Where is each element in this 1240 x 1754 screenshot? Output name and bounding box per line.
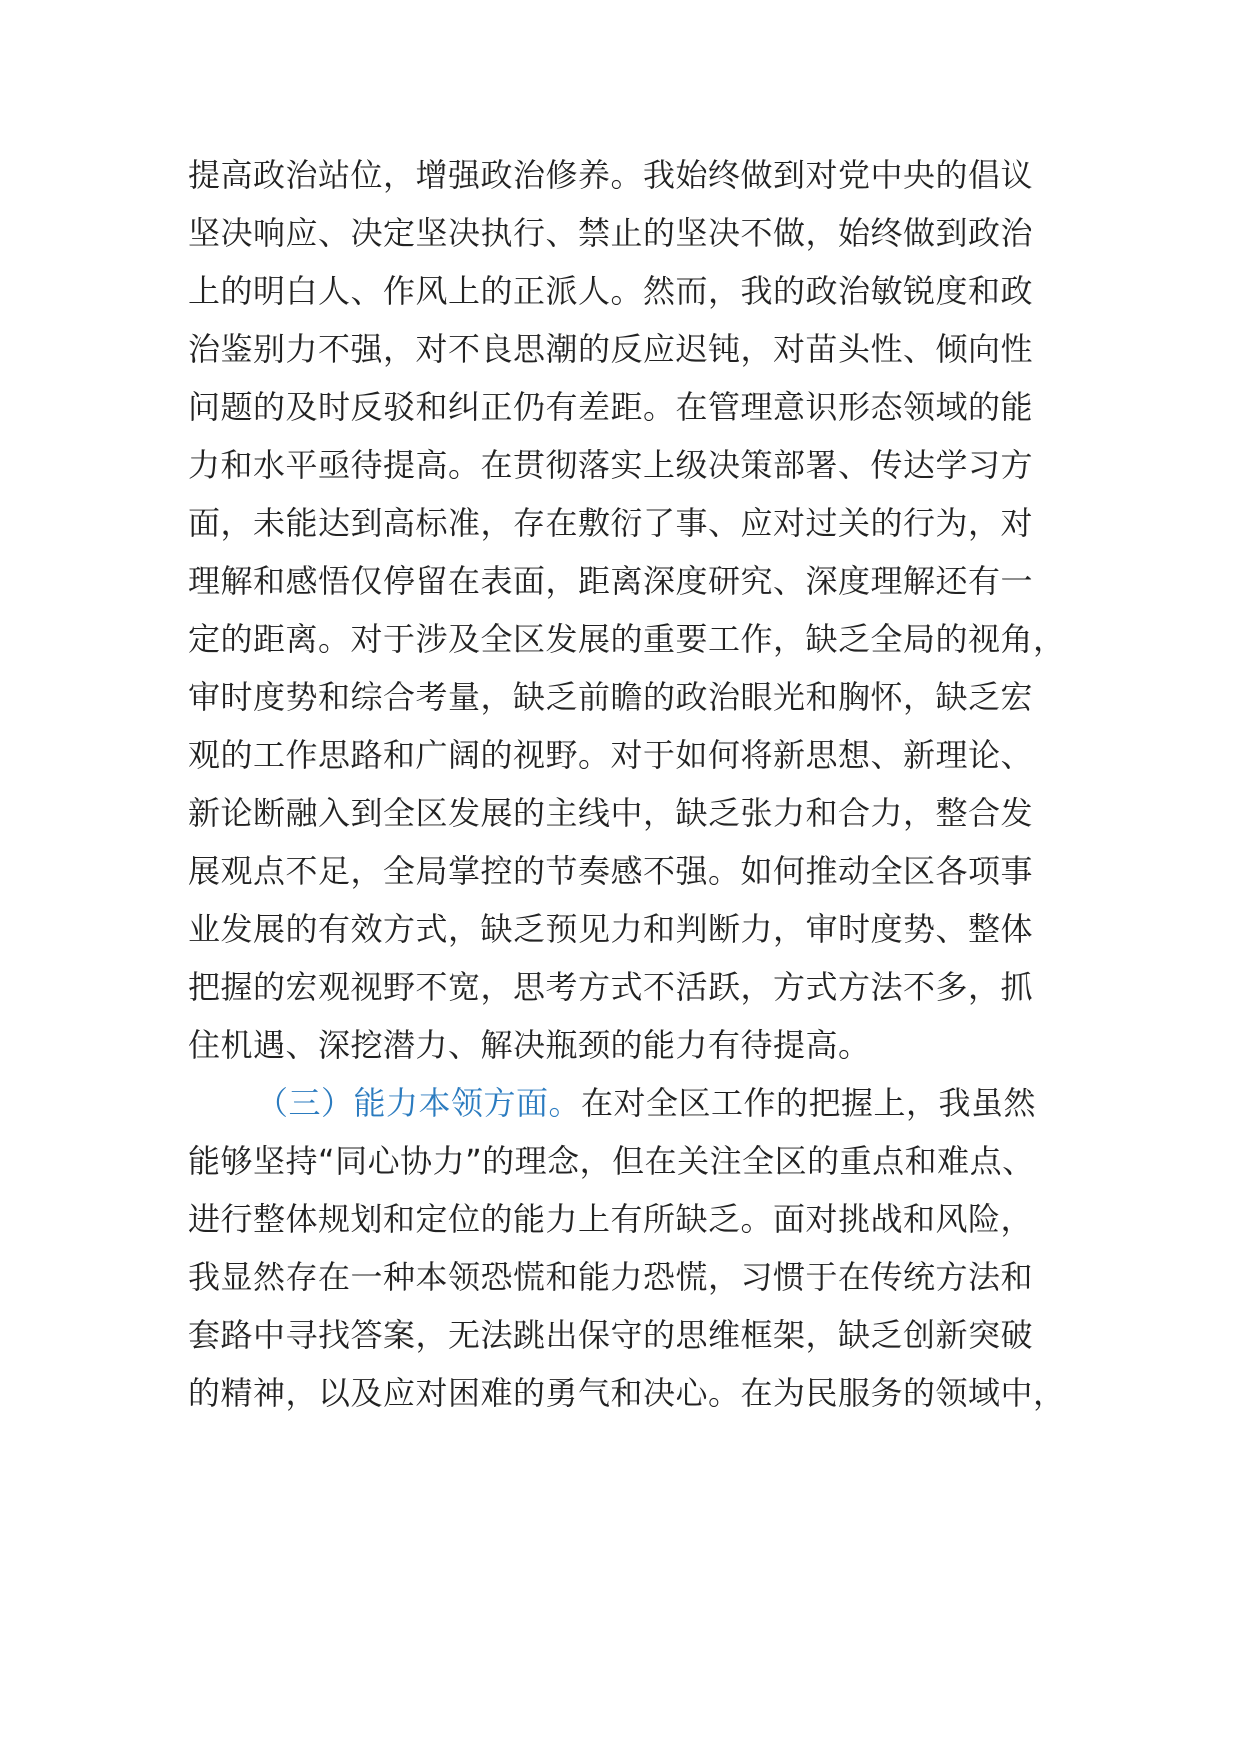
body-line: 提高政治站位，增强政治修养。我始终做到对党中央的倡议: [188, 156, 1034, 194]
body-line: 治鉴别力不强，对不良思潮的反应迟钝，对苗头性、倾向性: [188, 330, 1034, 368]
section-first-line-text: 在对全区工作的把握上，我虽然: [581, 1084, 1037, 1122]
body-line: 展观点不足，全局掌控的节奏感不强。如何推动全区各项事: [188, 852, 1034, 890]
body-line: 我显然存在一种本领恐慌和能力恐慌，习惯于在传统方法和: [188, 1258, 1034, 1296]
body-line: 进行整体规划和定位的能力上有所缺乏。面对挑战和风险，: [188, 1200, 1034, 1238]
body-line: 套路中寻找答案，无法跳出保守的思维框架，缺乏创新突破: [188, 1316, 1034, 1354]
body-line: 理解和感悟仅停留在表面，距离深度研究、深度理解还有一: [188, 562, 1034, 600]
body-line: 上的明白人、作风上的正派人。然而，我的政治敏锐度和政: [188, 272, 1034, 310]
body-line: 力和水平亟待提高。在贯彻落实上级决策部署、传达学习方: [188, 446, 1034, 484]
body-line: 观的工作思路和广阔的视野。对于如何将新思想、新理论、: [188, 736, 1034, 774]
body-line: 定的距离。对于涉及全区发展的重要工作，缺乏全局的视角，: [188, 620, 1066, 658]
body-line: 住机遇、深挖潜力、解决瓶颈的能力有待提高。: [188, 1026, 871, 1064]
section-first-line: [256, 1078, 1036, 1128]
body-line: 把握的宏观视野不宽，思考方式不活跃，方式方法不多，抓: [188, 968, 1034, 1006]
body-line: 问题的及时反驳和纠正仍有差距。在管理意识形态领域的能: [188, 388, 1034, 426]
body-line: 新论断融入到全区发展的主线中，缺乏张力和合力，整合发: [188, 794, 1034, 832]
body-line: 业发展的有效方式，缺乏预见力和判断力，审时度势、整体: [188, 910, 1034, 948]
body-line: 能够坚持“同心协力”的理念，但在关注全区的重点和难点、: [188, 1142, 1035, 1180]
body-line: 坚决响应、决定坚决执行、禁止的坚决不做，始终做到政治: [188, 214, 1034, 252]
section-heading: （三）能力本领方面。: [256, 1084, 582, 1122]
body-line: 面，未能达到高标准，存在敷衍了事、应对过关的行为，对: [188, 504, 1034, 542]
body-line: 的精神，以及应对困难的勇气和决心。在为民服务的领域中，: [188, 1374, 1066, 1412]
body-line: 审时度势和综合考量，缺乏前瞻的政治眼光和胸怀，缺乏宏: [188, 678, 1034, 716]
